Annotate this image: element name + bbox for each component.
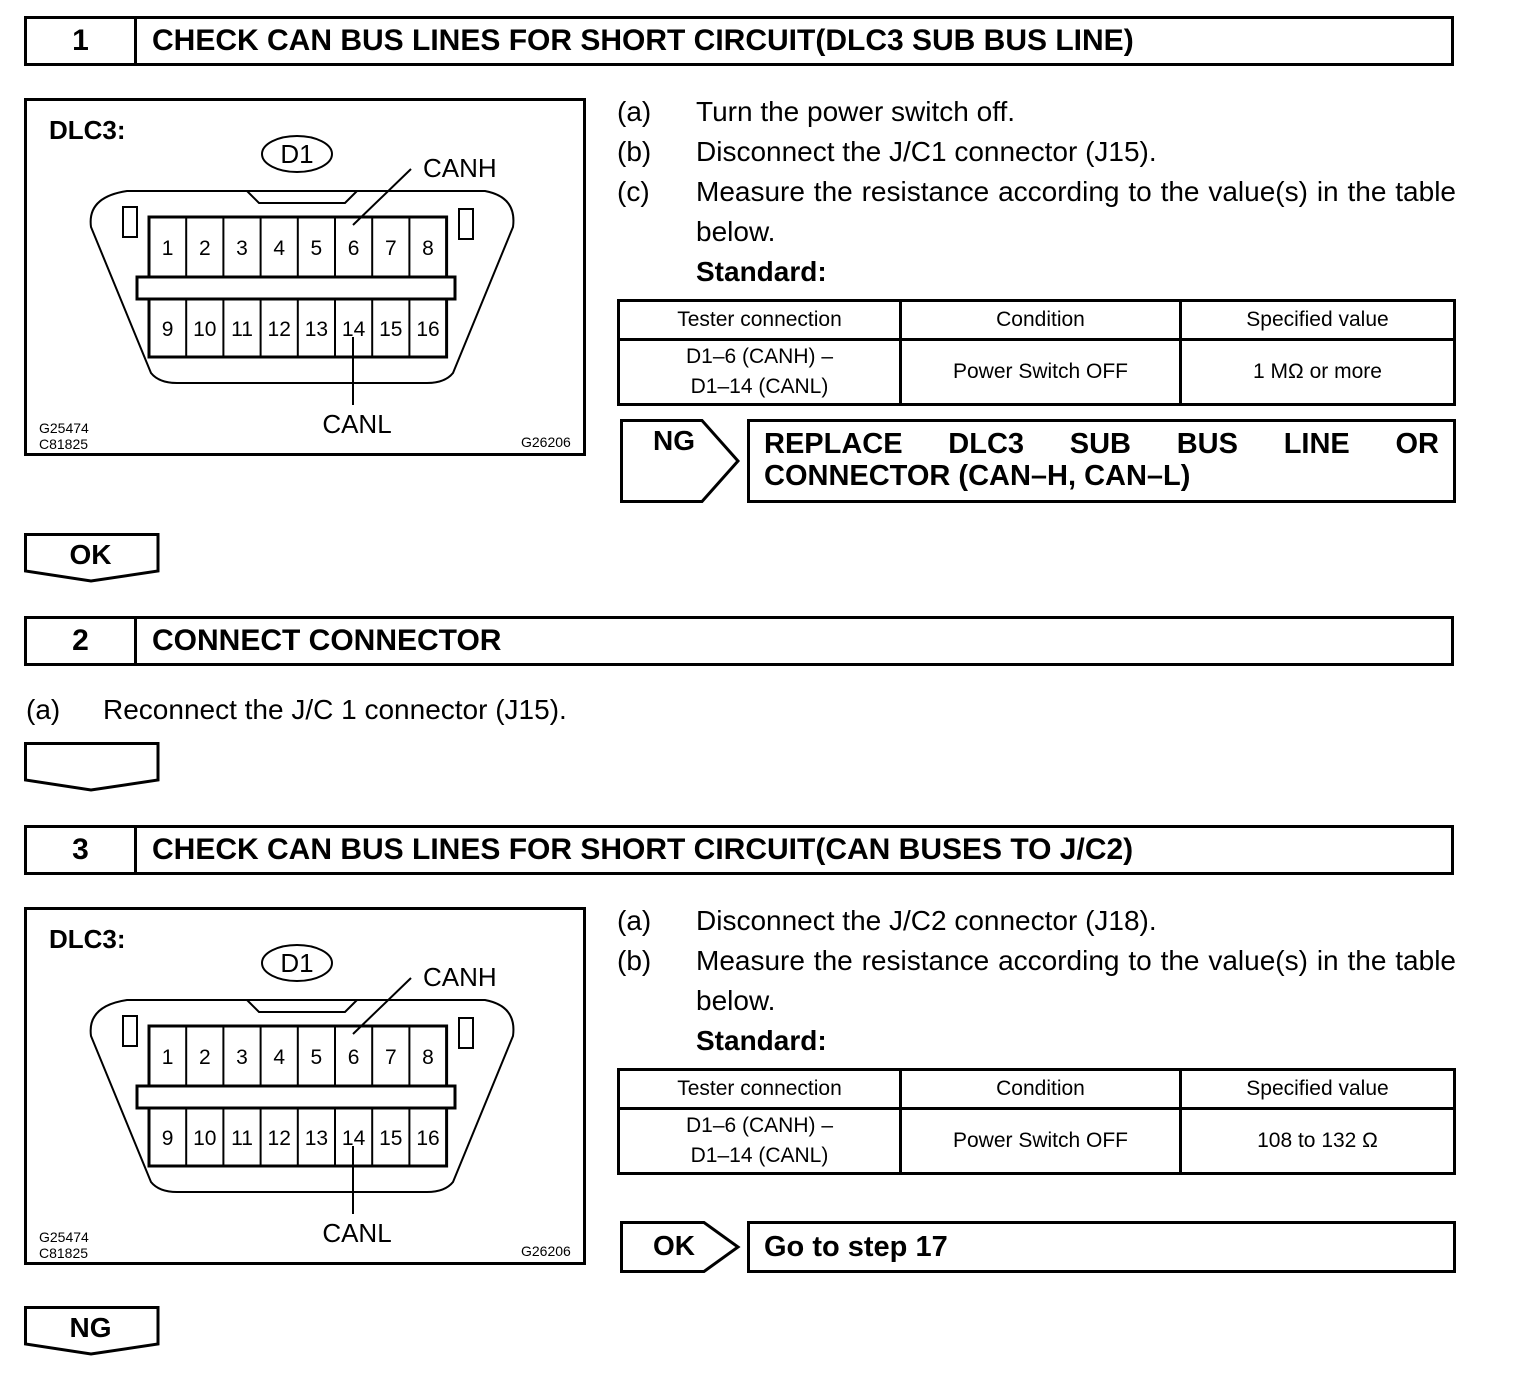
tester-line-1: D1–6 (CANH) – — [685, 345, 834, 368]
dlc3-body — [91, 191, 514, 383]
pin-number: 11 — [231, 1127, 253, 1150]
pin-number: 2 — [198, 237, 211, 260]
instruction-row — [617, 901, 1456, 941]
pin-number: 8 — [422, 1046, 434, 1069]
instruction-row — [617, 941, 1456, 1021]
step-2-instruction — [26, 694, 567, 726]
pin-grid — [149, 1026, 447, 1166]
standard-label: Standard: — [696, 256, 827, 287]
figure-code-3: G26206 — [521, 434, 571, 450]
pin-number: 8 — [422, 237, 434, 260]
pin-number: 13 — [304, 1127, 329, 1150]
col-header-value: Specified value — [1181, 301, 1455, 340]
instruction-text: Disconnect the J/C1 connector (J15). — [696, 136, 1157, 167]
down-arrow-icon — [24, 742, 160, 792]
step-3-instructions — [617, 901, 1456, 1061]
step-3-header — [24, 825, 1454, 875]
step-2-title: CONNECT CONNECTOR — [152, 624, 502, 657]
ok-label: OK — [653, 1230, 695, 1261]
step-1-title: CHECK CAN BUS LINES FOR SHORT CIRCUIT(DLC3 SUB BUS LINE) — [152, 24, 1134, 57]
figure-code-2: C81825 — [39, 436, 89, 452]
pin-number: 4 — [273, 1046, 286, 1069]
condition-cell: Power Switch OFF — [901, 1109, 1181, 1174]
pin-number: 3 — [236, 1046, 248, 1069]
pin-number: 4 — [273, 237, 286, 260]
ng-down-tag — [24, 1306, 160, 1356]
dlc3-body — [91, 1000, 514, 1192]
ng-result-line-2: CONNECTOR (CAN–H, CAN–L) — [764, 460, 1191, 492]
ng-arrow-tag — [620, 419, 742, 503]
tester-line-1: D1–6 (CANH) – — [685, 1114, 834, 1137]
right-latch — [459, 209, 473, 239]
step-2-number: 2 — [27, 619, 137, 663]
value-cell: 1 MΩ or more — [1181, 340, 1455, 405]
canl-label: CANL — [322, 1218, 392, 1248]
step-3-number: 3 — [27, 828, 137, 872]
center-divider — [137, 277, 455, 299]
ok-result-text: Go to step 17 — [764, 1230, 948, 1263]
table-row — [619, 340, 1455, 405]
tester-line-2: D1–14 (CANL) — [690, 1144, 829, 1167]
col-header-tester: Tester connection — [619, 1070, 901, 1109]
pin-number: 7 — [384, 1046, 397, 1069]
center-divider — [137, 1086, 455, 1108]
step-3-title: CHECK CAN BUS LINES FOR SHORT CIRCUIT(CAN BUSES TO J/C2) — [152, 833, 1134, 866]
canl-label: CANL — [322, 409, 392, 439]
pin-number: 16 — [416, 318, 440, 341]
figure-heading: DLC3: — [49, 115, 126, 145]
pin-grid — [149, 217, 447, 357]
pin-number: 2 — [198, 1046, 211, 1069]
pin-number: 9 — [161, 1127, 174, 1150]
col-header-condition: Condition — [901, 1070, 1181, 1109]
col-header-tester: Tester connection — [619, 301, 901, 340]
instruction-row — [617, 172, 1456, 252]
instruction-text: Measure the resistance according to the value(s) in the table below. — [696, 176, 1456, 247]
dlc3-connector-diagram — [27, 101, 583, 453]
ok-label: OK — [69, 539, 112, 570]
condition-cell: Power Switch OFF — [901, 340, 1181, 405]
col-header-value: Specified value — [1181, 1070, 1455, 1109]
ng-result-line-1: REPLACE DLC3 SUB BUS LINE OR — [764, 428, 1439, 460]
pin-number: 10 — [193, 1127, 217, 1150]
figure-heading: DLC3: — [49, 924, 126, 954]
continue-down-tag — [24, 742, 160, 792]
step-1-instructions — [617, 92, 1456, 292]
standard-label: Standard: — [696, 1025, 827, 1056]
pin-number: 10 — [193, 318, 217, 341]
pin-number: 1 — [161, 237, 174, 260]
figure-code-1: G25474 — [39, 420, 89, 436]
canh-label: CANH — [423, 962, 497, 992]
instruction-label: (c) — [617, 176, 650, 207]
instruction-text: Turn the power switch off. — [696, 96, 1016, 127]
pin-number: 5 — [310, 1046, 323, 1069]
pin-number: 3 — [236, 237, 248, 260]
instruction-row — [617, 92, 1456, 132]
ok-result-box — [747, 1221, 1456, 1273]
left-latch — [123, 1016, 137, 1046]
right-latch — [459, 1018, 473, 1048]
pin-number: 16 — [416, 1127, 440, 1150]
dlc3-connector-diagram — [27, 910, 583, 1262]
ok-down-tag — [24, 533, 160, 583]
dlc3-key — [247, 191, 357, 203]
instruction-text: Reconnect the J/C 1 connector (J15). — [103, 694, 567, 725]
spec-table-3 — [617, 1068, 1456, 1175]
step-1-header — [24, 16, 1454, 66]
pin-number: 14 — [341, 318, 366, 341]
ng-result-box — [747, 419, 1456, 503]
pin-number: 5 — [310, 237, 323, 260]
ng-label: NG — [653, 425, 695, 456]
left-latch — [123, 207, 137, 237]
instruction-label: (a) — [26, 694, 61, 725]
pin-number: 13 — [304, 318, 329, 341]
table-row — [619, 1109, 1455, 1174]
pin-number: 7 — [384, 237, 397, 260]
connector-id: D1 — [280, 139, 314, 169]
pin-number: 6 — [347, 1046, 360, 1069]
connector-id: D1 — [280, 948, 314, 978]
pin-number: 9 — [161, 318, 174, 341]
dlc3-key — [247, 1000, 357, 1012]
instruction-label: (b) — [617, 136, 652, 167]
pin-number: 15 — [379, 1127, 403, 1150]
figure-code-2: C81825 — [39, 1245, 89, 1261]
spec-table-1 — [617, 299, 1456, 406]
pin-number: 12 — [267, 318, 291, 341]
step-1-number: 1 — [27, 19, 137, 63]
step-2-header — [24, 616, 1454, 666]
dlc3-figure-1 — [24, 98, 586, 456]
ok-arrow-tag — [620, 1221, 742, 1273]
instruction-label: (a) — [617, 905, 652, 936]
instruction-text: Measure the resistance according to the value(s) in the table below. — [696, 945, 1456, 1016]
tester-cell — [619, 1109, 901, 1174]
instruction-label: (a) — [617, 96, 652, 127]
dlc3-figure-3 — [24, 907, 586, 1265]
tester-cell — [619, 340, 901, 405]
instruction-text: Disconnect the J/C2 connector (J18). — [696, 905, 1157, 936]
instruction-label: (b) — [617, 945, 652, 976]
instruction-row — [617, 132, 1456, 172]
value-cell: 108 to 132 Ω — [1181, 1109, 1455, 1174]
pin-number: 11 — [231, 318, 253, 341]
canh-label: CANH — [423, 153, 497, 183]
pin-number: 6 — [347, 237, 360, 260]
figure-code-1: G25474 — [39, 1229, 89, 1245]
pin-number: 12 — [267, 1127, 291, 1150]
ng-label: NG — [69, 1312, 112, 1343]
pin-number: 1 — [161, 1046, 174, 1069]
pin-number: 15 — [379, 318, 403, 341]
col-header-condition: Condition — [901, 301, 1181, 340]
tester-line-2: D1–14 (CANL) — [690, 375, 829, 398]
figure-code-3: G26206 — [521, 1243, 571, 1259]
pin-number: 14 — [341, 1127, 366, 1150]
